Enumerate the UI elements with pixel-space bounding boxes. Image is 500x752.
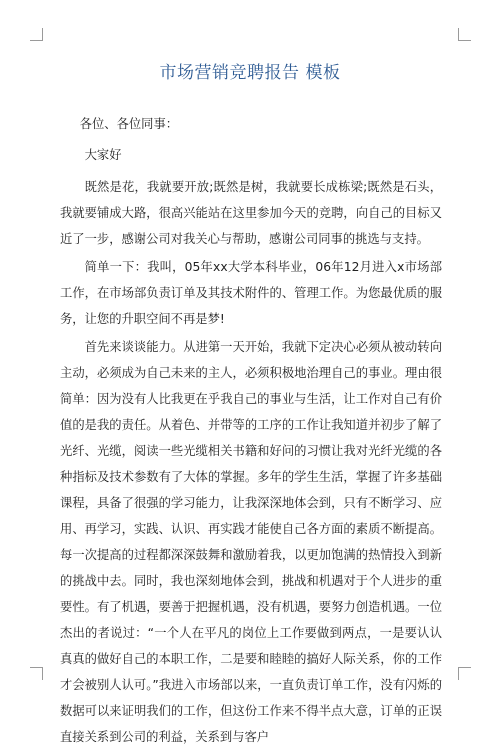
crop-mark-top-right: [458, 28, 471, 41]
paragraph-opening: 既然是花，我就要开放;既然是树，我就要长成栋梁;既然是石头，我就要铺成大路，很高兴能站在这里参加今天的竞聘，向自己的目标又近了一步，感谢公司对我关心与帮助，感谢公司同事的挑选与支持。: [60, 180, 442, 246]
crop-mark-top-left: [30, 28, 43, 41]
crop-mark-bottom-left: [30, 667, 43, 680]
paragraph-ability: 首先来谈谈能力。从进第一天开始，我就下定决心必须从被动转向主动，必须成为自己未来的主人，必须积极地治理自己的事业。理由很简单：因为没有人比我更在乎我自己的事业与生活，让工作对自己有价值的是我的责任。从着色、并带等的工序的工作让我知道并初步了解了光纤、光缆，阅读一些光缆相关书籍和好问的习惯让我对光纤光缆的各种指标及技术参数有了大体的掌握。多年的学生生活，掌握了许多基础课程，具备了很强的学习能力，让我深深地体会到，只有不断学习、应用、再学习，实践、认识、再实践才能使自己各方面的素质不断提高。每一次提高的过程都深深鼓舞和激励着我，以更加饱满的热情投入到新的挑战中去。同时，我也深刻地体会到，挑战和机遇对于个人进步的重要性。有了机遇，要善于把握机遇，没有机遇，要努力创造机遇。一位杰出的者说过：“一个人在平凡的岗位上工作要做到两点，一是要认认真真的做好自己的本职工作，二是要和睦睦的搞好人际关系，你的工作才会被别人认可。”我进入市场部以来，一直负责订单工作，没有闪烁的数据可以来证明我们的工作，但这份工作来不得半点大意，订单的正误直接关系到公司的利益，关系到与客户: [60, 340, 442, 744]
document-body: [60, 111, 442, 752]
document-title: 市场营销竞聘报告 模板: [159, 63, 341, 83]
crop-mark-bottom-right: [458, 667, 471, 680]
paragraph-introduction: 简单一下：我叫，05年xx大学本科毕业，06年12月进入x市场部工作，在市场部负责订单及其技术附件的、管理工作。为您最优质的服务，让您的升职空间不再是梦!: [60, 260, 442, 326]
salutation: 各位、各位同事：: [79, 117, 179, 131]
greeting: 大家好: [84, 148, 122, 162]
